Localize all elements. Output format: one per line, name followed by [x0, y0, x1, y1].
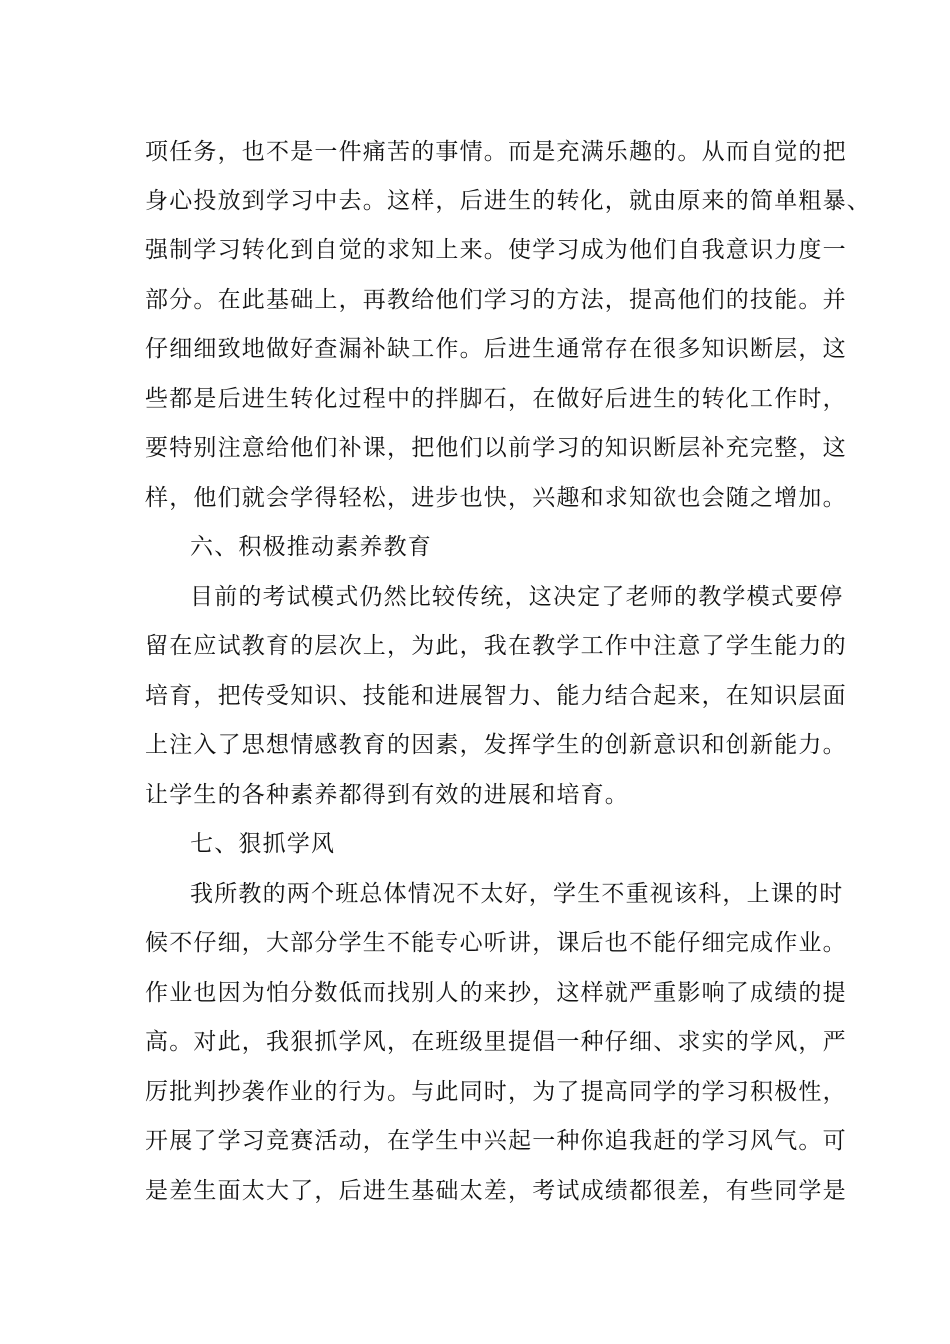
text-line: 是差生面太大了，后进生基础太差，考试成绩都很差，有些同学是 [145, 1178, 847, 1204]
text-line: 让学生的各种素养都得到有效的进展和培育。 [145, 782, 629, 808]
text-line: 身心投放到学习中去。这样，后进生的转化，就由原来的简单粗暴、 [145, 188, 871, 214]
text-line: 高。对此，我狠抓学风，在班级里提倡一种仔细、求实的学风，严 [145, 1029, 847, 1055]
text-line: 些都是后进生转化过程中的拌脚石，在做好后进生的转化工作时， [145, 386, 847, 412]
text-line: 作业也因为怕分数低而找别人的来抄，这样就严重影响了成绩的提 [145, 980, 847, 1006]
text-line: 开展了学习竞赛活动，在学生中兴起一种你追我赶的学习风气。可 [145, 1128, 847, 1154]
text-line: 强制学习转化到自觉的求知上来。使学习成为他们自我意识力度一 [145, 237, 847, 263]
text-line: 部分。在此基础上，再教给他们学习的方法，提高他们的技能。并 [145, 287, 847, 313]
text-line: 上注入了思想情感教育的因素，发挥学生的创新意识和创新能力。 [145, 732, 847, 758]
section-heading: 六、积极推动素养教育 [190, 534, 432, 560]
text-line: 厉批判抄袭作业的行为。与此同时，为了提高同学的学习积极性， [145, 1079, 847, 1105]
text-line: 留在应试教育的层次上，为此，我在教学工作中注意了学生能力的 [145, 633, 847, 659]
text-line: 我所教的两个班总体情况不太好，学生不重视该科，上课的时 [190, 881, 844, 907]
text-line: 培育，把传受知识、技能和进展智力、能力结合起来，在知识层面 [145, 683, 847, 709]
text-line: 样，他们就会学得轻松，进步也快，兴趣和求知欲也会随之增加。 [145, 485, 847, 511]
text-line: 目前的考试模式仍然比较传统，这决定了老师的教学模式要停 [190, 584, 844, 610]
text-line: 项任务，也不是一件痛苦的事情。而是充满乐趣的。从而自觉的把 [145, 139, 847, 165]
text-line: 仔细细致地做好查漏补缺工作。后进生通常存在很多知识断层，这 [145, 336, 847, 362]
text-line: 要特别注意给他们补课，把他们以前学习的知识断层补充完整，这 [145, 435, 847, 461]
text-line: 候不仔细，大部分学生不能专心听讲，课后也不能仔细完成作业。 [145, 930, 847, 956]
section-heading: 七、狠抓学风 [190, 831, 336, 857]
